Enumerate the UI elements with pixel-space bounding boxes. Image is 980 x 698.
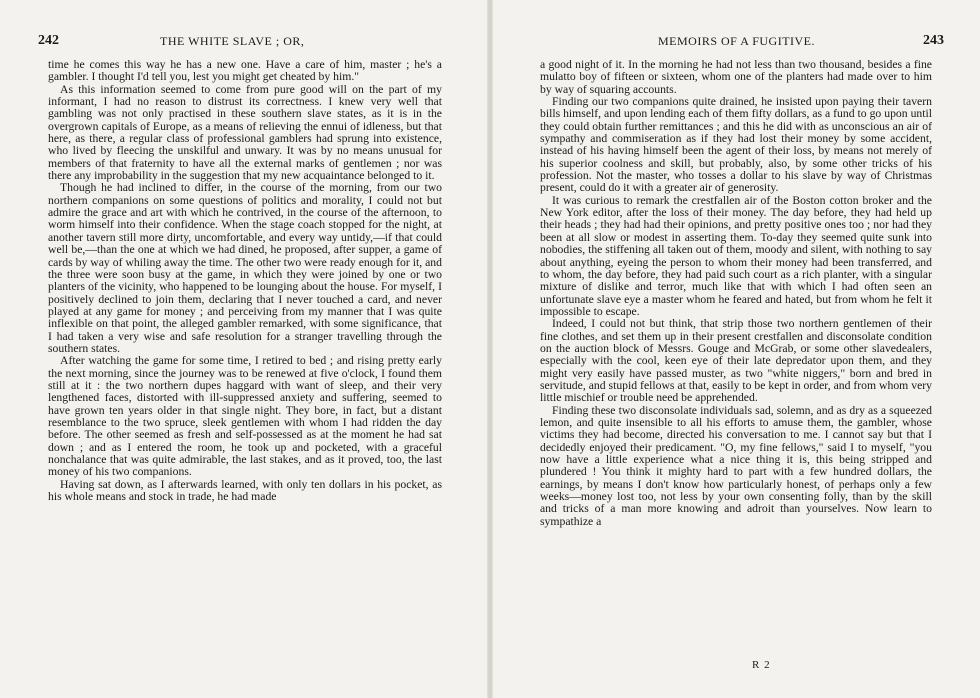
- paragraph: time he comes this way he has a new one. Have a care of him, master ; he's a gambler. I thought I'd tell you, lest you might get cheated by him.": [48, 58, 442, 84]
- running-head: THE WHITE SLAVE ; OR,: [160, 34, 305, 48]
- paragraph: As this information seemed to come from pure good will on the part of my informant, I had no reason to distrust its correctness. I knew very well that gambling was not only practised in these southern slave states, as it is in the overgrown capitals of Europe, as a means of relieving the ennui of idleness, but that here, as there, a regular class of professional gamblers had sprung into existence, who lived by fleecing the unskilful and unwary. It was by no means unusual for members of that fraternity to have all the external marks of gentlemen ; nor was there any improbability in the suggestion that my new acquaintance belonged to it.: [48, 82, 442, 183]
- paragraph: Though he had inclined to differ, in the course of the morning, from our two northern companions on some questions of politics and morality, I could not but admire the grace and art with which he contrived, in the course of the afternoon, to worm himself into their confidence. When the stage coach stopped for the night, at another tavern still more dirty, uncomfortable, and every way untidy,—if that could well be,—than the one at which we had dined, he proposed, after supper, a game of cards by way of whiling away the time. The other two were ready enough for it, and the three were soon busy at the game, in which they were joined by one or two planters of the vicinity, who happened to be lounging about the house. For myself, I positively declined to join them, declaring that I never touched a card, and never played at any game for money ; and perceiving from my manner that I was quite inflexible on that point, the alleged gambler remarked, with some significance, that I had taken a very wise and safe resolution for a stranger travelling through the southern states.: [48, 181, 442, 355]
- paragraph: Having sat down, as I afterwards learned, with only ten dollars in his pocket, as his whole means and stock in trade, he had made: [48, 477, 442, 504]
- page-text: [540, 59, 932, 528]
- right-page: [490, 0, 980, 698]
- paragraph: It was curious to remark the crestfallen air of the Boston cotton broker and the New York editor, after the loss of their money. The day before, they had held up their heads ; they had had their opinions, and pretty positive ones too ; nor had they been at all slow or modest in asserting them. To-day they seemed quite sunk into nobodies, the stiffening all taken out of them, moody and silent, with nothing to say about anything, eyeing the person to whom their money had been transferred, and to whom, the day before, they had paid such court as a rich planter, with a singular mixture of dislike and terror, much like that with which I had often seen an unfortunate slave eye a master whom he feared and hated, but from whom he felt it impossible to escape.: [540, 193, 932, 318]
- signature-mark: R 2: [752, 659, 771, 671]
- paragraph: Finding these two disconsolate individuals sad, solemn, and as dry as a squeezed lemon, and quite insensible to all his efforts to amuse them, the gambler, whose victims they had become, directed his conversation to me. I cannot say but that I decidedly enjoyed their predicament. "O, my fine fellows," said I to myself, "you now have a little experience what a nice thing it is, this being stripped and plundered ! You think it mighty hard to part with a few hundred dollars, the earnings, by means I don't know how particularly honest, of perhaps only a few weeks—money lost too, not less by your own consenting folly, than by the skill and tricks of a man more knowing and adroit than yourselves. Now learn to sympathize a: [540, 403, 932, 528]
- paragraph: a good night of it. In the morning he had not less than two thousand, besides a fine mulatto boy of fifteen or sixteen, whom one of the planters had made over to him by way of squaring accounts.: [540, 58, 932, 96]
- paragraph: Finding our two companions quite drained, he insisted upon paying their tavern bills himself, and upon lending each of them fifty dollars, as a fund to go upon until they could obtain further remittances ; and this he did with as unconscious an air of sympathy and commiseration as if they had lost their money by some accident, instead of his having himself been the agent of their loss, by means not merely of his superior coolness and skill, but probably, also, by some other tricks of his profession. Not the master, who tosses a dollar to his slave by way of Christmas present, could do it with a greater air of generosity.: [540, 95, 932, 195]
- running-head: MEMOIRS OF A FUGITIVE.: [658, 34, 816, 48]
- paragraph: Indeed, I could not but think, that strip those two northern gentlemen of their fine clothes, and set them up in their present crestfallen and disconsolate condition on the auction block of Messrs. Gouge and McGrab, or some other slavedealers, especially with the cool, keen eye of their late depredator upon them, and they might very easily have passed muster, as two "white niggers," born and bred in servitude, and stupid fellows at that, easily to be kept in order, and from whom very little mischief or trouble need be apprehended.: [540, 317, 932, 405]
- paragraph: After watching the game for some time, I retired to bed ; and rising pretty early the next morning, since the journey was to be renewed at five o'clock, I found them still at it : the two northern dupes haggard with want of sleep, and their very lengthened faces, distorted with ill-suppressed anxiety and suffering, seemed to have grown ten years older in that single night. They bore, in fact, but a distant resemblance to the two spruce, sleek gentlemen with whom I had ridden the day before. The other seemed as fresh and self-possessed as at the moment he had sat down ; and as I entered the room, he took up and pocketed, with a graceful nonchalance that was quite admirable, the last stakes, and as it proved, too, the last money of his two companions.: [48, 354, 442, 479]
- page-text: [48, 59, 442, 503]
- page-number: 243: [923, 33, 944, 48]
- page-number: 242: [38, 33, 59, 48]
